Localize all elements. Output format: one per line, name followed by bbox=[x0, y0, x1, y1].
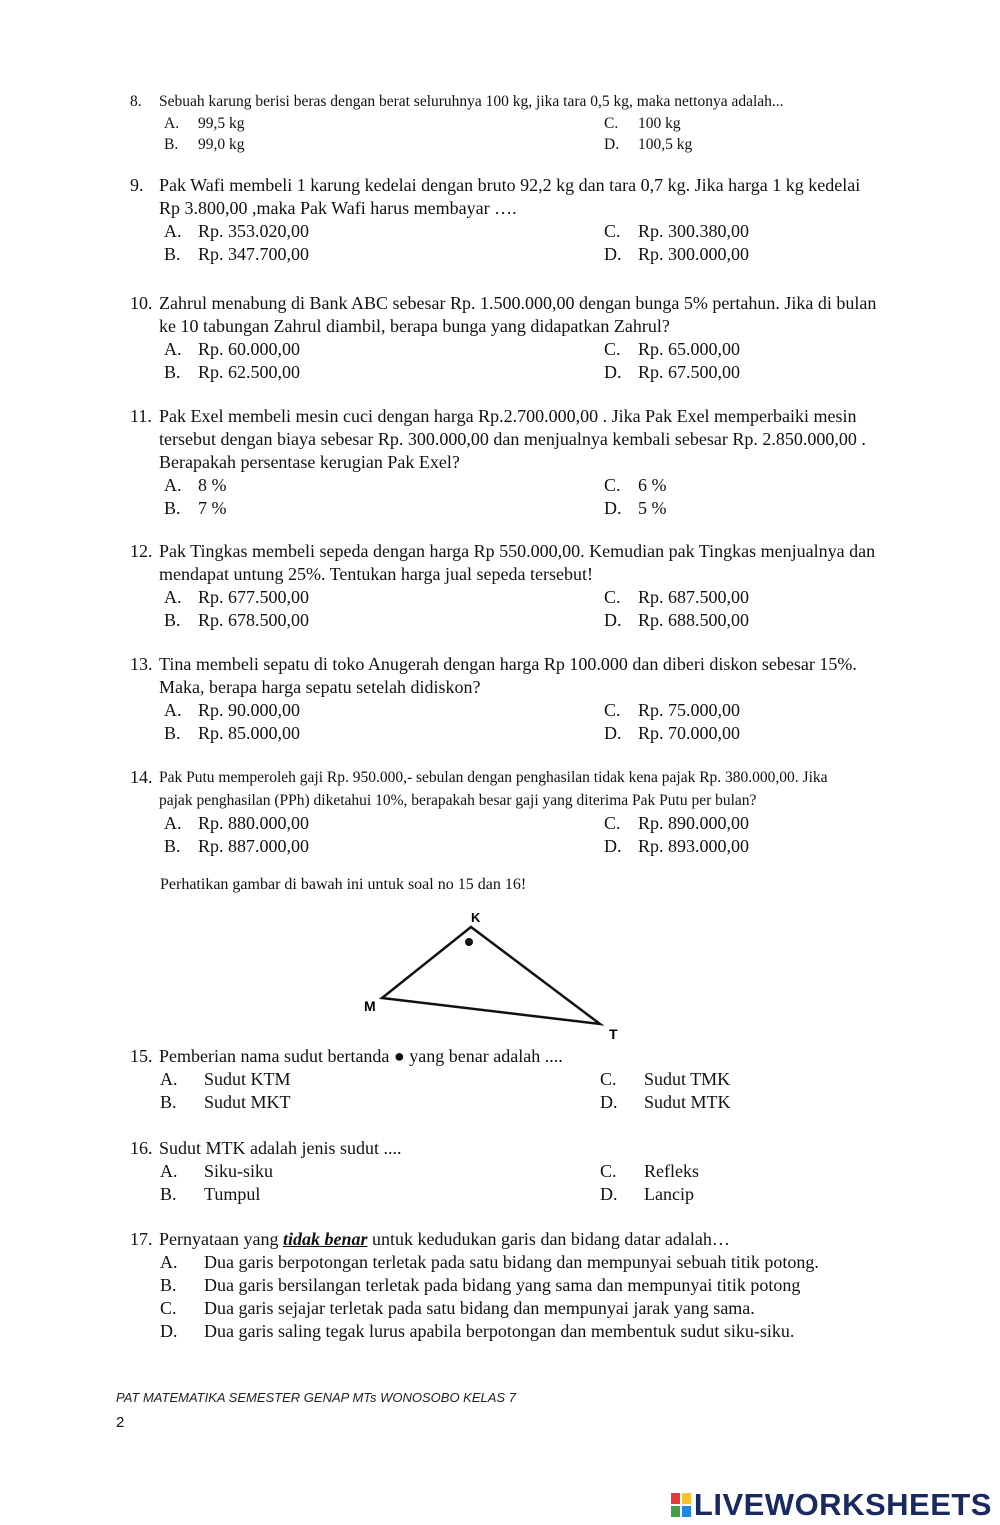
option-d[interactable]: D. Rp. 688.500,00 bbox=[604, 610, 750, 630]
option-b[interactable]: B. 7 % bbox=[164, 498, 227, 518]
question-number: 8. bbox=[130, 93, 142, 110]
question-12 bbox=[130, 540, 950, 632]
option-a[interactable]: A. Dua garis berpotongan terletak pada satu bidang dan mempunyai sebuah titik potong. bbox=[160, 1252, 819, 1272]
vertex-label-m: M bbox=[364, 998, 376, 1014]
option-c[interactable]: C. Rp. 300.380,00 bbox=[604, 221, 750, 241]
question-text: Rp 3.800,00 ,maka Pak Wafi harus membayar …. bbox=[159, 198, 517, 218]
question-16 bbox=[130, 1137, 950, 1206]
liveworksheets-logo bbox=[670, 1488, 992, 1522]
option-d[interactable]: D. Lancip bbox=[600, 1184, 694, 1204]
option-a[interactable]: A. Siku-siku bbox=[160, 1161, 274, 1181]
option-b[interactable]: B. Tumpul bbox=[160, 1184, 261, 1204]
question-14 bbox=[130, 766, 950, 858]
option-d[interactable]: D. Rp. 70.000,00 bbox=[604, 723, 741, 743]
question-number: 12. bbox=[130, 541, 153, 561]
question-10 bbox=[130, 292, 950, 384]
option-b[interactable]: B. Rp. 85.000,00 bbox=[164, 723, 301, 743]
option-c[interactable]: C. 100 kg bbox=[604, 115, 681, 132]
option-c[interactable]: C. Dua garis sejajar terletak pada satu bidang dan mempunyai jarak yang sama. bbox=[160, 1298, 755, 1318]
vertex-label-t: T bbox=[609, 1026, 618, 1042]
options bbox=[164, 220, 950, 266]
options bbox=[164, 812, 950, 858]
option-d[interactable]: D. 100,5 kg bbox=[604, 136, 693, 153]
question-text: Zahrul menabung di Bank ABC sebesar Rp. 1.500.000,00 dengan bunga 5% pertahun. Jika di bulan bbox=[159, 293, 877, 313]
question-number: 10. bbox=[130, 293, 153, 313]
option-d[interactable]: D. 5 % bbox=[604, 498, 667, 518]
option-a[interactable]: A. Rp. 677.500,00 bbox=[164, 587, 310, 607]
question-text: Pak Putu memperoleh gaji Rp. 950.000,- sebulan dengan penghasilan tidak kena pajak Rp. 380.000,00. Jika bbox=[159, 769, 828, 786]
option-a[interactable]: A. Sudut KTM bbox=[160, 1069, 291, 1089]
question-text: Maka, berapa harga sepatu setelah didiskon? bbox=[159, 677, 481, 697]
option-c[interactable]: C. Rp. 890.000,00 bbox=[604, 813, 750, 833]
question-text: Tina membeli sepatu di toko Anugerah dengan harga Rp 100.000 dan diberi diskon sebesar 15%. bbox=[159, 654, 857, 674]
question-9 bbox=[130, 174, 950, 266]
question-number: 14. bbox=[130, 767, 153, 787]
vertex-label-k: K bbox=[471, 910, 481, 925]
question-8 bbox=[130, 91, 950, 157]
options bbox=[164, 113, 950, 157]
page-number: 2 bbox=[116, 1414, 125, 1431]
option-d[interactable]: D. Rp. 893.000,00 bbox=[604, 836, 750, 856]
question-13 bbox=[130, 653, 950, 745]
question-text: Pemberian nama sudut bertanda ● yang benar adalah .... bbox=[159, 1046, 563, 1066]
question-text: tersebut dengan biaya sebesar Rp. 300.000,00 dan menjualnya kembali sebesar Rp. 2.850.000,00 . bbox=[159, 429, 866, 449]
option-c[interactable]: C. Rp. 65.000,00 bbox=[604, 339, 741, 359]
question-text: Berapakah persentase kerugian Pak Exel? bbox=[159, 452, 460, 472]
question-number: 17. bbox=[130, 1229, 153, 1249]
question-17 bbox=[130, 1228, 950, 1343]
question-text: Sebuah karung berisi beras dengan berat seluruhnya 100 kg, jika tara 0,5 kg, maka nettonya adalah... bbox=[159, 93, 784, 110]
question-text: Pak Wafi membeli 1 karung kedelai dengan bruto 92,2 kg dan tara 0,7 kg. Jika harga 1 kg kedelai bbox=[159, 175, 861, 195]
question-11 bbox=[130, 405, 950, 520]
option-d[interactable]: D. Rp. 300.000,00 bbox=[604, 244, 750, 264]
option-b[interactable]: B. Rp. 62.500,00 bbox=[164, 362, 301, 382]
triangle-shape bbox=[382, 927, 600, 1024]
option-c[interactable]: C. Sudut TMK bbox=[600, 1069, 731, 1089]
question-15 bbox=[130, 1045, 950, 1114]
footer-title: PAT MATEMATIKA SEMESTER GENAP MTs WONOSOBO KELAS 7 bbox=[116, 1390, 516, 1405]
question-text: Pak Tingkas membeli sepeda dengan harga Rp 550.000,00. Kemudian pak Tingkas menjualnya dan bbox=[159, 541, 876, 561]
option-c[interactable]: C. Refleks bbox=[600, 1161, 699, 1181]
options bbox=[160, 1068, 950, 1114]
question-number: 13. bbox=[130, 654, 153, 674]
options bbox=[164, 699, 950, 745]
option-b[interactable]: B. Rp. 678.500,00 bbox=[164, 610, 310, 630]
question-number: 9. bbox=[130, 175, 144, 195]
option-b[interactable]: B. 99,0 kg bbox=[164, 136, 245, 153]
logo-blocks-icon bbox=[670, 1492, 692, 1518]
option-b[interactable]: B. Sudut MKT bbox=[160, 1092, 291, 1112]
option-a[interactable]: A. Rp. 353.020,00 bbox=[164, 221, 310, 241]
options bbox=[164, 474, 950, 520]
question-text: Sudut MTK adalah jenis sudut .... bbox=[159, 1138, 402, 1158]
option-d[interactable]: D. Dua garis saling tegak lurus apabila berpotongan dan membentuk sudut siku-siku. bbox=[160, 1321, 795, 1341]
option-a[interactable]: A. Rp. 60.000,00 bbox=[164, 339, 301, 359]
options bbox=[160, 1160, 950, 1206]
question-number: 15. bbox=[130, 1046, 153, 1066]
option-a[interactable]: A. Rp. 880.000,00 bbox=[164, 813, 310, 833]
question-text: pajak penghasilan (PPh) diketahui 10%, berapakah besar gaji yang diterima Pak Putu per bulan? bbox=[159, 792, 757, 809]
question-number: 16. bbox=[130, 1138, 153, 1158]
option-a[interactable]: A. 8 % bbox=[164, 475, 227, 495]
angle-marker-dot bbox=[465, 938, 473, 946]
options bbox=[164, 338, 950, 384]
option-c[interactable]: C. Rp. 687.500,00 bbox=[604, 587, 750, 607]
option-c[interactable]: C. 6 % bbox=[604, 475, 667, 495]
option-a[interactable]: A. Rp. 90.000,00 bbox=[164, 700, 301, 720]
triangle-figure bbox=[360, 905, 630, 1045]
options bbox=[160, 1251, 950, 1343]
option-d[interactable]: D. Sudut MTK bbox=[600, 1092, 731, 1112]
option-a[interactable]: A. 99,5 kg bbox=[164, 115, 245, 132]
option-d[interactable]: D. Rp. 67.500,00 bbox=[604, 362, 741, 382]
options bbox=[164, 586, 950, 632]
question-text: mendapat untung 25%. Tentukan harga jual sepeda tersebut! bbox=[159, 564, 593, 584]
figure-instruction: Perhatikan gambar di bawah ini untuk soal no 15 dan 16! bbox=[160, 876, 527, 893]
question-text: ke 10 tabungan Zahrul diambil, berapa bunga yang didapatkan Zahrul? bbox=[159, 316, 670, 336]
brand-name: LIVEWORKSHEETS bbox=[693, 1487, 992, 1522]
question-number: 11. bbox=[130, 406, 152, 426]
option-b[interactable]: B. Rp. 887.000,00 bbox=[164, 836, 310, 856]
option-c[interactable]: C. Rp. 75.000,00 bbox=[604, 700, 741, 720]
question-text: Pernyataan yang tidak benar untuk kedudukan garis dan bidang datar adalah… bbox=[159, 1229, 730, 1249]
option-b[interactable]: B. Dua garis bersilangan terletak pada bidang yang sama dan mempunyai titik potong bbox=[160, 1275, 801, 1295]
option-b[interactable]: B. Rp. 347.700,00 bbox=[164, 244, 310, 264]
emphasis-text: tidak benar bbox=[282, 1229, 368, 1249]
question-text: Pak Exel membeli mesin cuci dengan harga Rp.2.700.000,00 . Jika Pak Exel memperbaiki mesin bbox=[159, 406, 857, 426]
